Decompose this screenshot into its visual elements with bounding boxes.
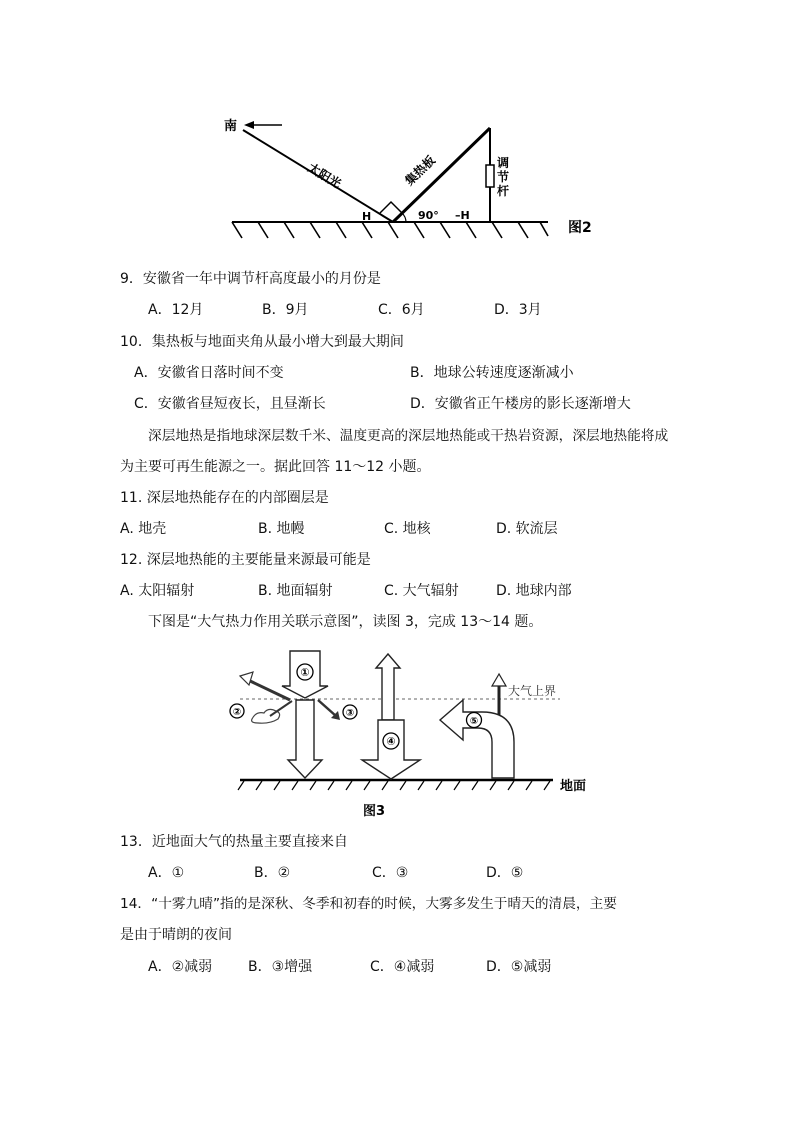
fig3-arrow-small-up-head [492,674,506,686]
q12-option-b[interactable]: B. 地面辐射 [258,583,333,599]
q9-option-c[interactable]: C．6月 [378,302,425,318]
q13-option-d[interactable]: D．⑤ [486,865,524,881]
q12-stem: 12. 深层地热能的主要能量来源最可能是 [120,552,371,568]
fig3-marker-3: ③ [345,708,355,719]
figure-2 [0,0,794,250]
fig3-scatter-shaft-left [270,701,292,716]
fig3-marker-2: ② [232,707,242,718]
fig2-rod-label-3: 杆 [497,184,510,198]
q14-option-c[interactable]: C．④减弱 [370,959,435,975]
fig2-angle-label: 90° [418,209,439,222]
fig2-rod-sleeve [486,165,494,187]
fig3-marker-1: ① [300,666,310,679]
q12-option-d[interactable]: D. 地球内部 [496,583,572,599]
q10-option-b[interactable]: B．地球公转速度逐渐减小 [410,365,574,381]
fig3-ground-hatch [238,781,550,790]
fig3-caption: 图3 [363,804,386,819]
fig2-h-left: H [362,210,372,223]
q9-stem: 9．安徽省一年中调节杆高度最小的月份是 [120,271,381,287]
q14-option-b[interactable]: B．③增强 [248,959,313,975]
q13-stem: 13．近地面大气的热量主要直接来自 [120,834,348,850]
q11-option-a[interactable]: A. 地壳 [120,521,167,537]
fig2-rod-label-2: 节 [497,170,510,184]
q10-option-c[interactable]: C．安徽省昼短夜长，且昼渐长 [134,396,326,412]
intro-geothermal-line-2: 为主要可再生能源之一。据此回答 11～12 小题。 [120,459,431,475]
fig3-arrow-ground-up [376,654,400,720]
intro-figure-3: 下图是“大气热力作用关联示意图”，读图 3，完成 13～14 题。 [148,614,543,630]
q11-option-c[interactable]: C. 地核 [384,521,431,537]
fig2-panel-label: 集热板 [402,153,438,189]
q10-option-a[interactable]: A．安徽省日落时间不变 [134,365,284,381]
q12-option-c[interactable]: C. 大气辐射 [384,583,459,599]
fig2-sunlight-label: 太阳光 [305,160,344,192]
q13-option-b[interactable]: B．② [254,865,291,881]
fig3-marker-5: ⑤ [469,716,479,727]
fig3-arrow-2-shaft [248,680,290,700]
fig3-arrow-1-lower [288,700,322,778]
q10-stem: 10．集热板与地面夹角从最小增大到最大期间 [120,334,404,350]
fig3-marker-4: ④ [386,735,396,748]
q12-option-a[interactable]: A. 太阳辐射 [120,583,195,599]
q9-option-a[interactable]: A．12月 [148,302,204,318]
q11-option-d[interactable]: D. 软流层 [496,521,558,537]
q10-option-d[interactable]: D．安徽省正午楼房的影长逐渐增大 [410,396,631,412]
fig3-ground-label: 地面 [560,779,587,794]
fig3-arrow-3-shaft [318,700,336,716]
q14-option-d[interactable]: D．⑤减弱 [486,959,552,975]
fig3-arrow-5 [440,700,514,778]
fig2-south-label: 南 [224,119,238,134]
q11-option-b[interactable]: B. 地幔 [258,521,305,537]
intro-geothermal-line-1: 深层地热是指地球深层数千米、温度更高的深层地热能或干热岩资源，深层地热能将成 [148,428,669,444]
q13-option-c[interactable]: C．③ [372,865,409,881]
fig2-rod-label-1: 调 [497,156,510,170]
fig2-caption: 图2 [568,220,592,236]
fig2-right-angle-mark [380,202,402,213]
q9-option-d[interactable]: D．3月 [494,302,542,318]
q14-stem-line-2: 是由于晴朗的夜间 [120,927,232,943]
q11-stem: 11. 深层地热能存在的内部圈层是 [120,490,329,506]
fig2-ground-hatch [232,222,548,238]
fig2-angle-arc [402,213,406,222]
fig2-h-right: –H [455,209,470,222]
q13-option-a[interactable]: A．① [148,865,185,881]
fig2-south-arrowhead [244,121,254,129]
fig3-atmosphere-top-label: 大气上界 [508,684,557,698]
q9-option-b[interactable]: B．9月 [262,302,309,318]
figure-3 [0,640,794,830]
q14-stem-line-1: 14．“十雾九晴”指的是深秋、冬季和初春的时候，大雾多发生于晴天的清晨，主要 [120,896,617,912]
q14-option-a[interactable]: A．②减弱 [148,959,213,975]
